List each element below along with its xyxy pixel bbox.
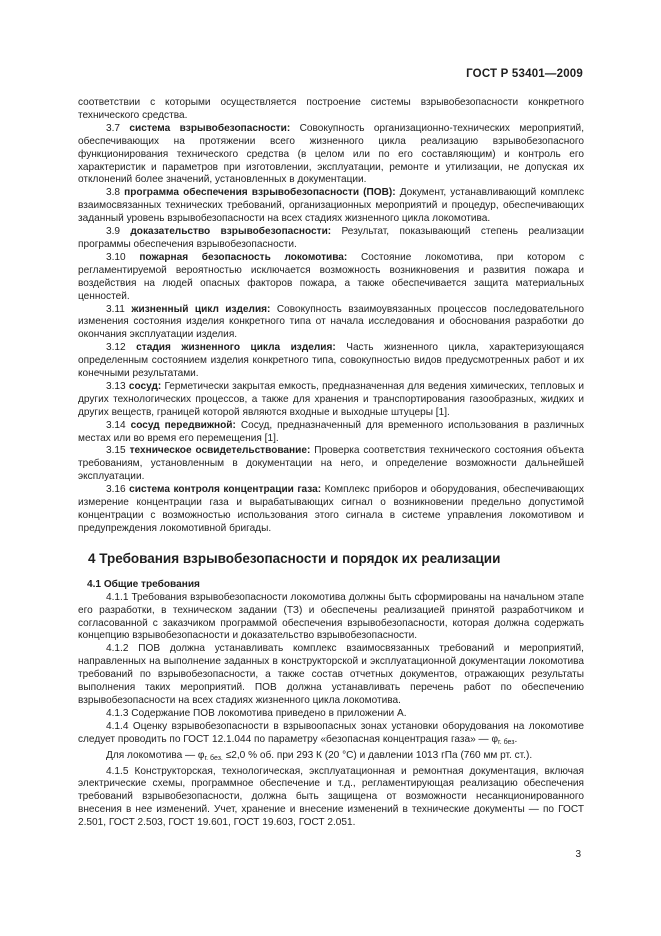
clause-4-1-3: 4.1.3 Содержание ПОВ локомотива приведено в приложении А.	[106, 707, 407, 719]
definition-3-13	[78, 381, 584, 420]
definition-number: 3.8	[106, 187, 121, 199]
definition-text: Совокупность взаимоувязанных процессов последовательного изменения состояния изделия конкретного типа от начала исследования и обоснования разработки до окончания эксплуатации изделия.	[78, 303, 584, 341]
limit-text-post: ≤2,0 % об. при 293 К (20 °С) и давлении 1013 гПа (760 мм рт. ст.).	[222, 749, 533, 761]
phi-subscript: г. без.	[204, 754, 223, 762]
page-number: 3	[575, 849, 581, 860]
definition-term: жизненный цикл изделия:	[131, 303, 271, 315]
definition-term: сосуд:	[128, 380, 162, 392]
clause-4-1-4-text: 4.1.4 Оценку взрывобезопасности в взрывоопасных зонах установки оборудования на локомотиве следует проводить по ГОСТ 12.1.044 по параметру «безопасная концентрация газа» — φ	[78, 720, 584, 745]
clause-4-1-4	[78, 721, 584, 750]
definition-text: Часть жизненного цикла, характеризующаяся определенным состоянием изделия конкретного типа, совокупностью видов предусмотренных работ и их конечными результатами.	[78, 342, 584, 380]
definition-term: система взрывобезопасности:	[129, 122, 291, 134]
definition-term: программа обеспечения взрывобезопасности (ПОВ):	[124, 187, 396, 199]
limit-text-pre: Для локомотива — φ	[106, 749, 205, 761]
definition-number: 3.16	[106, 484, 126, 496]
definition-number: 3.11	[106, 303, 125, 315]
clause-4-1-4-limit	[78, 750, 584, 766]
definition-term: стадия жизненного цикла изделия:	[136, 342, 336, 354]
definition-term: пожарная безопасность локомотива:	[139, 251, 348, 263]
definition-term: система контроля концентрации газа:	[129, 484, 322, 496]
section-4-title: 4 Требования взрывобезопасности и порядок их реализации	[88, 550, 501, 566]
definition-3-11	[78, 304, 584, 343]
definition-3-8	[78, 187, 584, 226]
definition-text: Проверка соответствия технического состояния объекта требованиям, установленным в документации на него, и определение возможности дальнейшей эксплуатации.	[78, 445, 585, 483]
clause-4-1-5: 4.1.5 Конструкторская, технологическая, эксплуатационная и ремонтная документация, включая электрические схемы, программное обеспечение и т.д., регламентирующая реализацию обеспечения требований взрывобезопасности, должна быть защищена от возможности несанкционированного внесения в нее изменений. Учет, хранение и внесение изменений в технические документы — по ГОСТ 2.501, ГОСТ 2.503, ГОСТ 19.601, ГОСТ 19.603, ГОСТ 2.051.	[78, 765, 584, 829]
clause-4-1-1: 4.1.1 Требования взрывобезопасности локомотива должны быть сформированы на начальном этапе его разработки, в техническом задании (ТЗ) и обеспечены реализацией принятой разработчиком и согласованной с заказчиком программой обеспечения взрывобезопасности, которая должна содержать концепцию взрывобезопасности и доказательство взрывобезопасности.	[78, 591, 584, 642]
clause-4-1-4-end: .	[514, 733, 518, 745]
definition-text: Герметически закрытая емкость, предназначенная для ведения химических, тепловых и других технологических процессов, а также для хранения и транспортирования газообразных, жидких и других веществ, границей которой являются входные и выходные штуцеры [1].	[78, 380, 584, 418]
definition-number: 3.13	[106, 380, 126, 392]
paragraph-continuation: соответствии с которыми осуществляется построение системы взрывобезопасности конкретного технического средства.	[78, 97, 584, 121]
standard-header: ГОСТ Р 53401—2009	[466, 68, 583, 80]
definition-3-9	[78, 226, 584, 252]
definition-number: 3.10	[106, 251, 126, 263]
definition-3-10	[78, 252, 584, 304]
definition-text: Совокупность организационно-технических мероприятий, обеспечивающих на протяжении всего жизненного цикла реализацию взрывобезопасного функционирования технического средства (в целом или по его составляющим) и контроль его характеристик и параметров при изготовлении, эксплуатации, ремонте и утилизации, не допуская их отклонений более значений, установленных в документации.	[78, 122, 584, 186]
definition-3-7	[78, 123, 584, 188]
definition-term: доказательство взрывобезопасности:	[130, 226, 332, 238]
phi-subscript: г. без	[498, 738, 515, 746]
document-body	[78, 97, 584, 830]
definition-text: Сосуд, предназначенный для временного использования в различных местах или во время его перемещения [1].	[78, 419, 584, 444]
clause-4-1-2: 4.1.2 ПОВ должна устанавливать комплекс взаимосвязанных требований и мероприятий, направленных на выполнение заданных в конструкторской и эксплуатационной документации локомотива требований по взрывобезопасности, а также состав отчетных документов, отражающих результаты выполнения таких мероприятий. ПОВ должна устанавливать перечень работ по обеспечению взрывобезопасности на всех стадиях жизненного цикла локомотива.	[78, 643, 584, 706]
definition-text: Результат, показывающий степень реализации программы обеспечения взрывобезопасности.	[78, 226, 584, 250]
definition-3-16	[78, 484, 584, 536]
definition-number: 3.14	[106, 419, 126, 431]
definition-3-14	[78, 420, 584, 446]
definition-number: 3.9	[106, 226, 121, 238]
definition-number: 3.15	[106, 445, 126, 457]
definition-number: 3.7	[106, 122, 121, 134]
definition-text: Документ, устанавливающий комплекс взаимосвязанных технических требований, организационных мероприятий и процедур, обеспечивающих заданный уровень взрывобезопасности на всех стадиях жизненного цикла локомотива.	[78, 187, 584, 225]
definition-3-15	[78, 445, 584, 484]
definition-number: 3.12	[106, 342, 126, 354]
subsection-4-1-title: 4.1 Общие требования	[87, 578, 200, 590]
definition-term: сосуд передвижной:	[130, 419, 236, 431]
definition-3-12	[78, 342, 584, 381]
definition-text: Комплекс приборов и оборудования, обеспечивающих измерение концентрации газа и вырабатывающих сигнал о возникновении предельно допустимой концентрации с возможностью использования этого сигнала в системе управления локомотивом и предупреждения локомотивной бригады.	[78, 484, 584, 534]
definition-term: техническое освидетельствование:	[129, 445, 311, 457]
definition-text: Состояние локомотива, при котором с регламентируемой вероятностью исключается возможность возникновения и развития пожара и воздействия на людей опасных факторов пожара, а также обеспечивается защита материальных ценностей.	[78, 251, 584, 302]
